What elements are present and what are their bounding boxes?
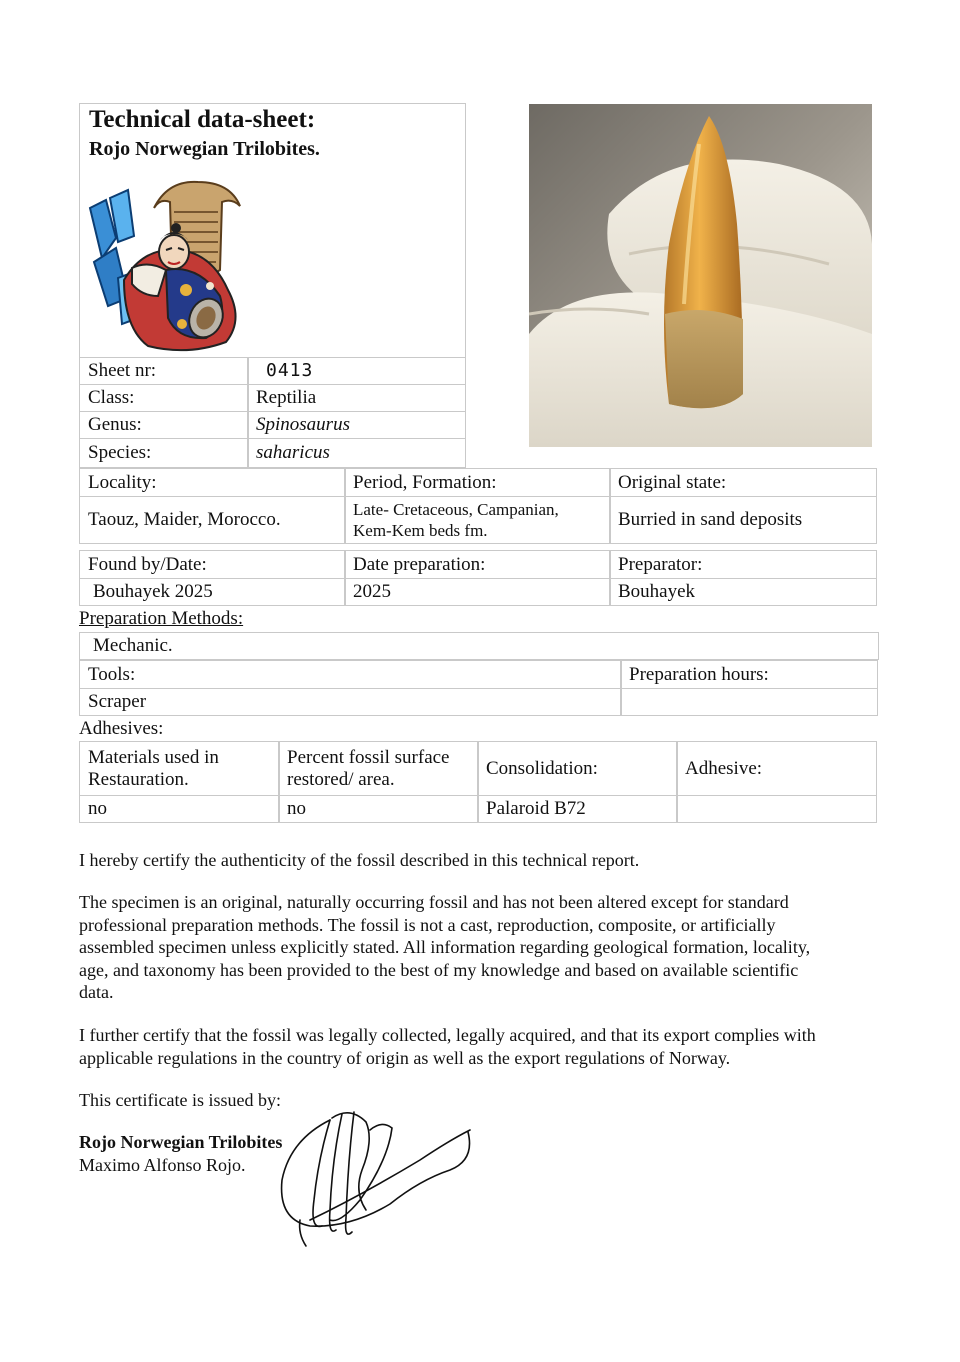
consolidation-value: Palaroid B72	[477, 795, 678, 823]
state-label: Original state:	[609, 468, 877, 497]
adhesive-label: Adhesive:	[676, 741, 877, 796]
locality-value: Taouz, Maider, Morocco.	[79, 496, 346, 544]
trilobite-samurai-logo	[88, 178, 246, 353]
company-subtitle: Rojo Norwegian Trilobites.	[89, 138, 320, 160]
preparator-value: Bouhayek	[609, 578, 877, 606]
adhesive-value	[676, 795, 877, 823]
methods-value: Mechanic.	[79, 632, 879, 660]
date-prep-label: Date preparation:	[344, 550, 611, 579]
found-label: Found by/Date:	[79, 550, 346, 579]
page-title: Technical data-sheet:	[89, 106, 316, 133]
locality-label: Locality:	[79, 468, 346, 497]
certificate-legal: I further certify that the fossil was legally collected, legally acquired, and that its export complies with applicable regulations in the country of origin as well as the export regulations of Norway.	[79, 1025, 816, 1068]
tools-label: Tools:	[79, 660, 622, 689]
percent-value: no	[278, 795, 479, 823]
hours-label: Preparation hours:	[620, 660, 878, 689]
genus-label: Genus:	[79, 411, 249, 439]
materials-label: Materials used in Restauration.	[79, 741, 280, 796]
issued-by: This certificate is issued by:	[79, 1090, 281, 1110]
percent-label: Percent fossil surface restored/ area.	[278, 741, 479, 796]
species-label: Species:	[79, 438, 249, 468]
period-value: Late- Cretaceous, Campanian, Kem-Kem beds fm.	[344, 496, 611, 544]
issuer-person: Maximo Alfonso Rojo.	[79, 1155, 246, 1175]
class-label: Class:	[79, 384, 249, 412]
certificate-body: The specimen is an original, naturally occurring fossil and has not been altered except for standard professional preparation methods. The fossil is not a cast, reproduction, composite, or artificially assembled specimen unless explicitly stated. All information regarding geological formation, locality, age, and taxonomy has been provided to the best of my knowledge and based on available scientific data.	[79, 892, 811, 1002]
handwritten-signature	[270, 1100, 480, 1250]
consolidation-label: Consolidation:	[477, 741, 678, 796]
sheet-nr-label: Sheet nr:	[79, 357, 249, 385]
state-value: Burried in sand deposits	[609, 496, 877, 544]
period-label: Period, Formation:	[344, 468, 611, 497]
preparation-methods-heading: Preparation Methods:	[79, 608, 244, 629]
found-value: Bouhayek 2025	[79, 578, 346, 606]
spinosaurus-tooth-photo	[529, 104, 872, 447]
preparator-label: Preparator:	[609, 550, 877, 579]
adhesives-heading: Adhesives:	[79, 718, 164, 739]
issuer-company: Rojo Norwegian Trilobites	[79, 1132, 283, 1152]
date-prep-value: 2025	[344, 578, 611, 606]
hours-value	[620, 688, 878, 716]
certificate-intro: I hereby certify the authenticity of the fossil described in this technical report.	[79, 850, 640, 870]
tools-value: Scraper	[79, 688, 622, 716]
class-value: Reptilia	[247, 384, 466, 412]
materials-value: no	[79, 795, 280, 823]
genus-value: Spinosaurus	[247, 411, 466, 439]
sheet-nr-value: 0413	[247, 357, 466, 385]
species-value: saharicus	[247, 438, 466, 468]
